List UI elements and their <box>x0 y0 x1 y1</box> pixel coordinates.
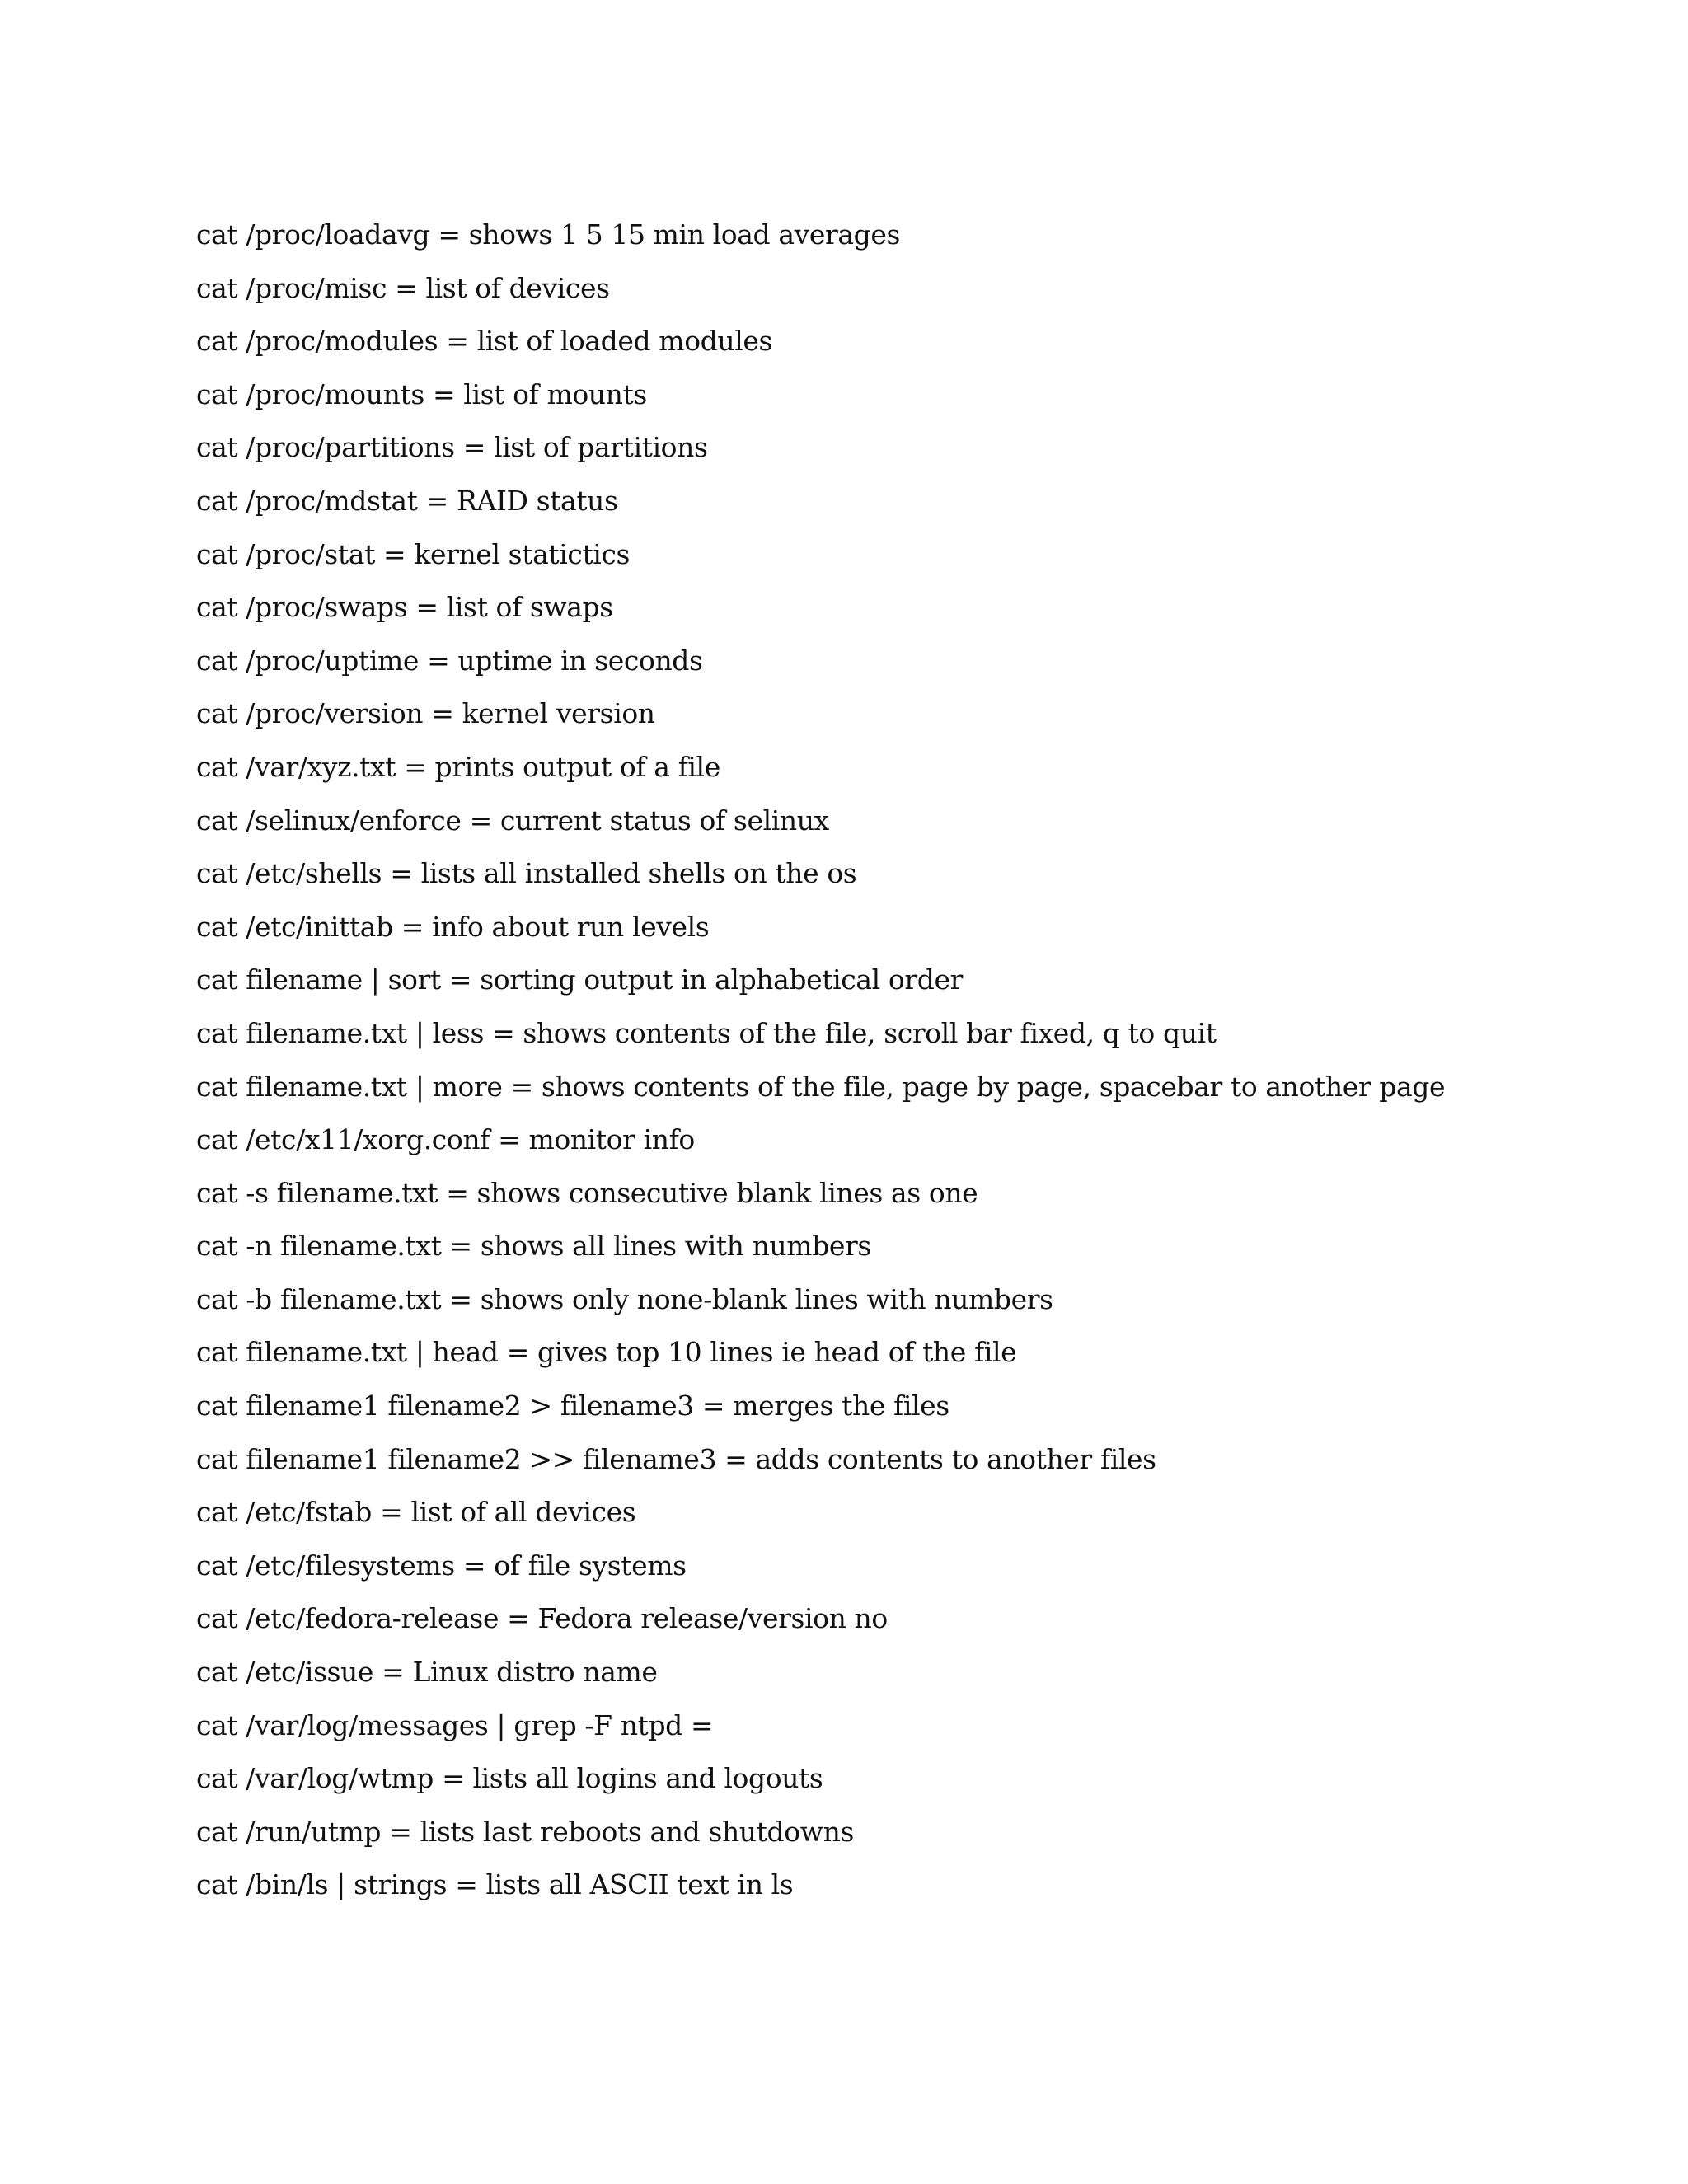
command-line: cat filename | sort = sorting output in alphabetical order <box>196 963 963 996</box>
command-line: cat /proc/modules = list of loaded modules <box>196 325 773 358</box>
command-line: cat /etc/x11/xorg.conf = monitor info <box>196 1123 695 1156</box>
command-line: cat /proc/mdstat = RAID status <box>196 484 618 517</box>
command-line: cat /etc/shells = lists all installed shells on the os <box>196 857 857 890</box>
command-line: cat /bin/ls | strings = lists all ASCII text in ls <box>196 1868 794 1901</box>
command-line: cat -n filename.txt = shows all lines with numbers <box>196 1230 871 1263</box>
command-line: cat /proc/mounts = list of mounts <box>196 377 647 410</box>
command-line: cat /selinux/enforce = current status of selinux <box>196 804 829 837</box>
command-line: cat filename.txt | more = shows contents of the file, page by page, spacebar to another page <box>196 1070 1446 1103</box>
command-line: cat /var/xyz.txt = prints output of a file <box>196 750 720 783</box>
command-line: cat /var/log/messages | grep -F ntpd = <box>196 1708 714 1741</box>
command-line: cat -s filename.txt = shows consecutive blank lines as one <box>196 1176 978 1209</box>
command-line: cat /etc/filesystems = of file systems <box>196 1549 687 1582</box>
command-list <box>196 209 1445 1912</box>
command-line: cat /proc/misc = list of devices <box>196 271 610 304</box>
command-line: cat -b filename.txt = shows only none-blank lines with numbers <box>196 1282 1053 1315</box>
command-line: cat filename1 filename2 >> filename3 = adds contents to another files <box>196 1442 1156 1475</box>
command-line: cat /proc/loadavg = shows 1 5 15 min load averages <box>196 218 901 251</box>
command-line: cat /proc/stat = kernel statictics <box>196 537 631 570</box>
command-line: cat /proc/partitions = list of partitions <box>196 431 708 464</box>
command-line: cat /proc/version = kernel version <box>196 697 655 730</box>
command-line: cat filename.txt | less = shows contents of the file, scroll bar fixed, q to quit <box>196 1016 1217 1049</box>
command-line: cat filename1 filename2 > filename3 = merges the files <box>196 1390 950 1422</box>
command-line: cat /etc/inittab = info about run levels <box>196 910 710 943</box>
command-line: cat /var/log/wtmp = lists all logins and logouts <box>196 1762 823 1795</box>
command-line: cat /etc/issue = Linux distro name <box>196 1656 658 1689</box>
command-line: cat /run/utmp = lists last reboots and shutdowns <box>196 1815 854 1848</box>
command-line: cat /etc/fedora-release = Fedora release/version no <box>196 1602 888 1635</box>
command-line: cat /etc/fstab = list of all devices <box>196 1496 636 1529</box>
command-line: cat /proc/uptime = uptime in seconds <box>196 644 703 677</box>
command-line: cat filename.txt | head = gives top 10 lines ie head of the file <box>196 1336 1017 1369</box>
command-line: cat /proc/swaps = list of swaps <box>196 591 613 624</box>
